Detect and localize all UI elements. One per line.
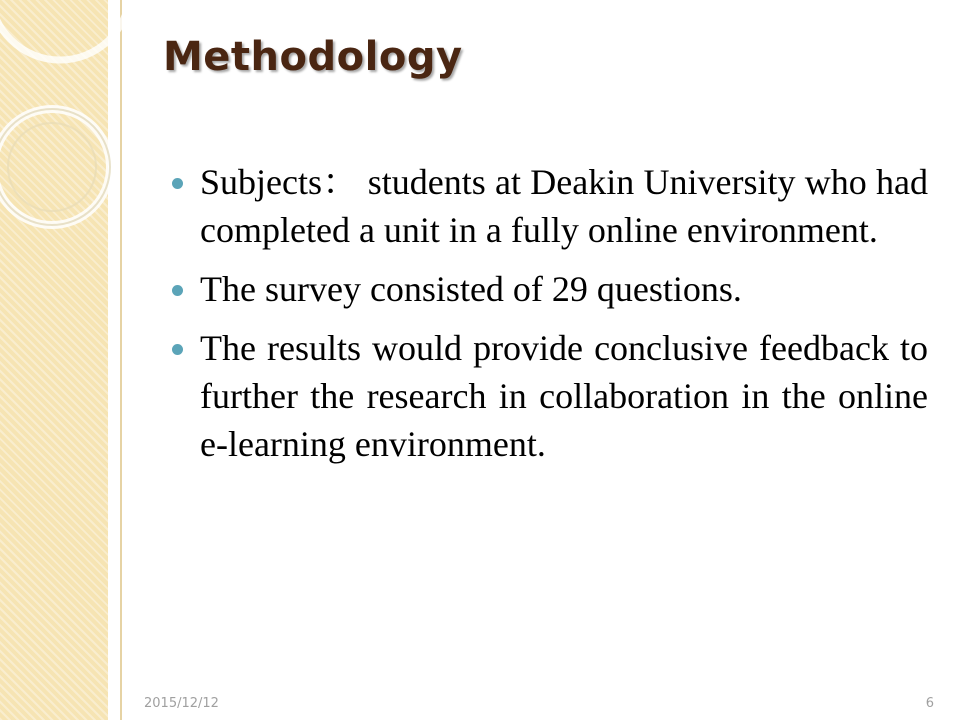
bullet-icon [172,178,183,189]
bullet-item-results [172,324,928,468]
slide-title: Methodology [163,34,463,80]
bullet-item-subjects [172,158,928,254]
bullet-text: The results would provide conclusive feedback to further the research in collaboration in the online e-learning environment. [200,328,928,464]
page-number: 6 [925,696,934,711]
bullet-icon [172,285,183,296]
bullet-text: Subjects： students at Deakin University who had completed a unit in a fully online environment. [200,162,928,250]
bullet-icon [172,344,183,355]
bullet-text: The survey consisted of 29 questions. [200,269,742,309]
footer-date: 2015/12/12 [144,696,219,711]
bullet-list [172,158,928,479]
decorative-rings [0,0,160,260]
bullet-item-survey [172,265,928,313]
